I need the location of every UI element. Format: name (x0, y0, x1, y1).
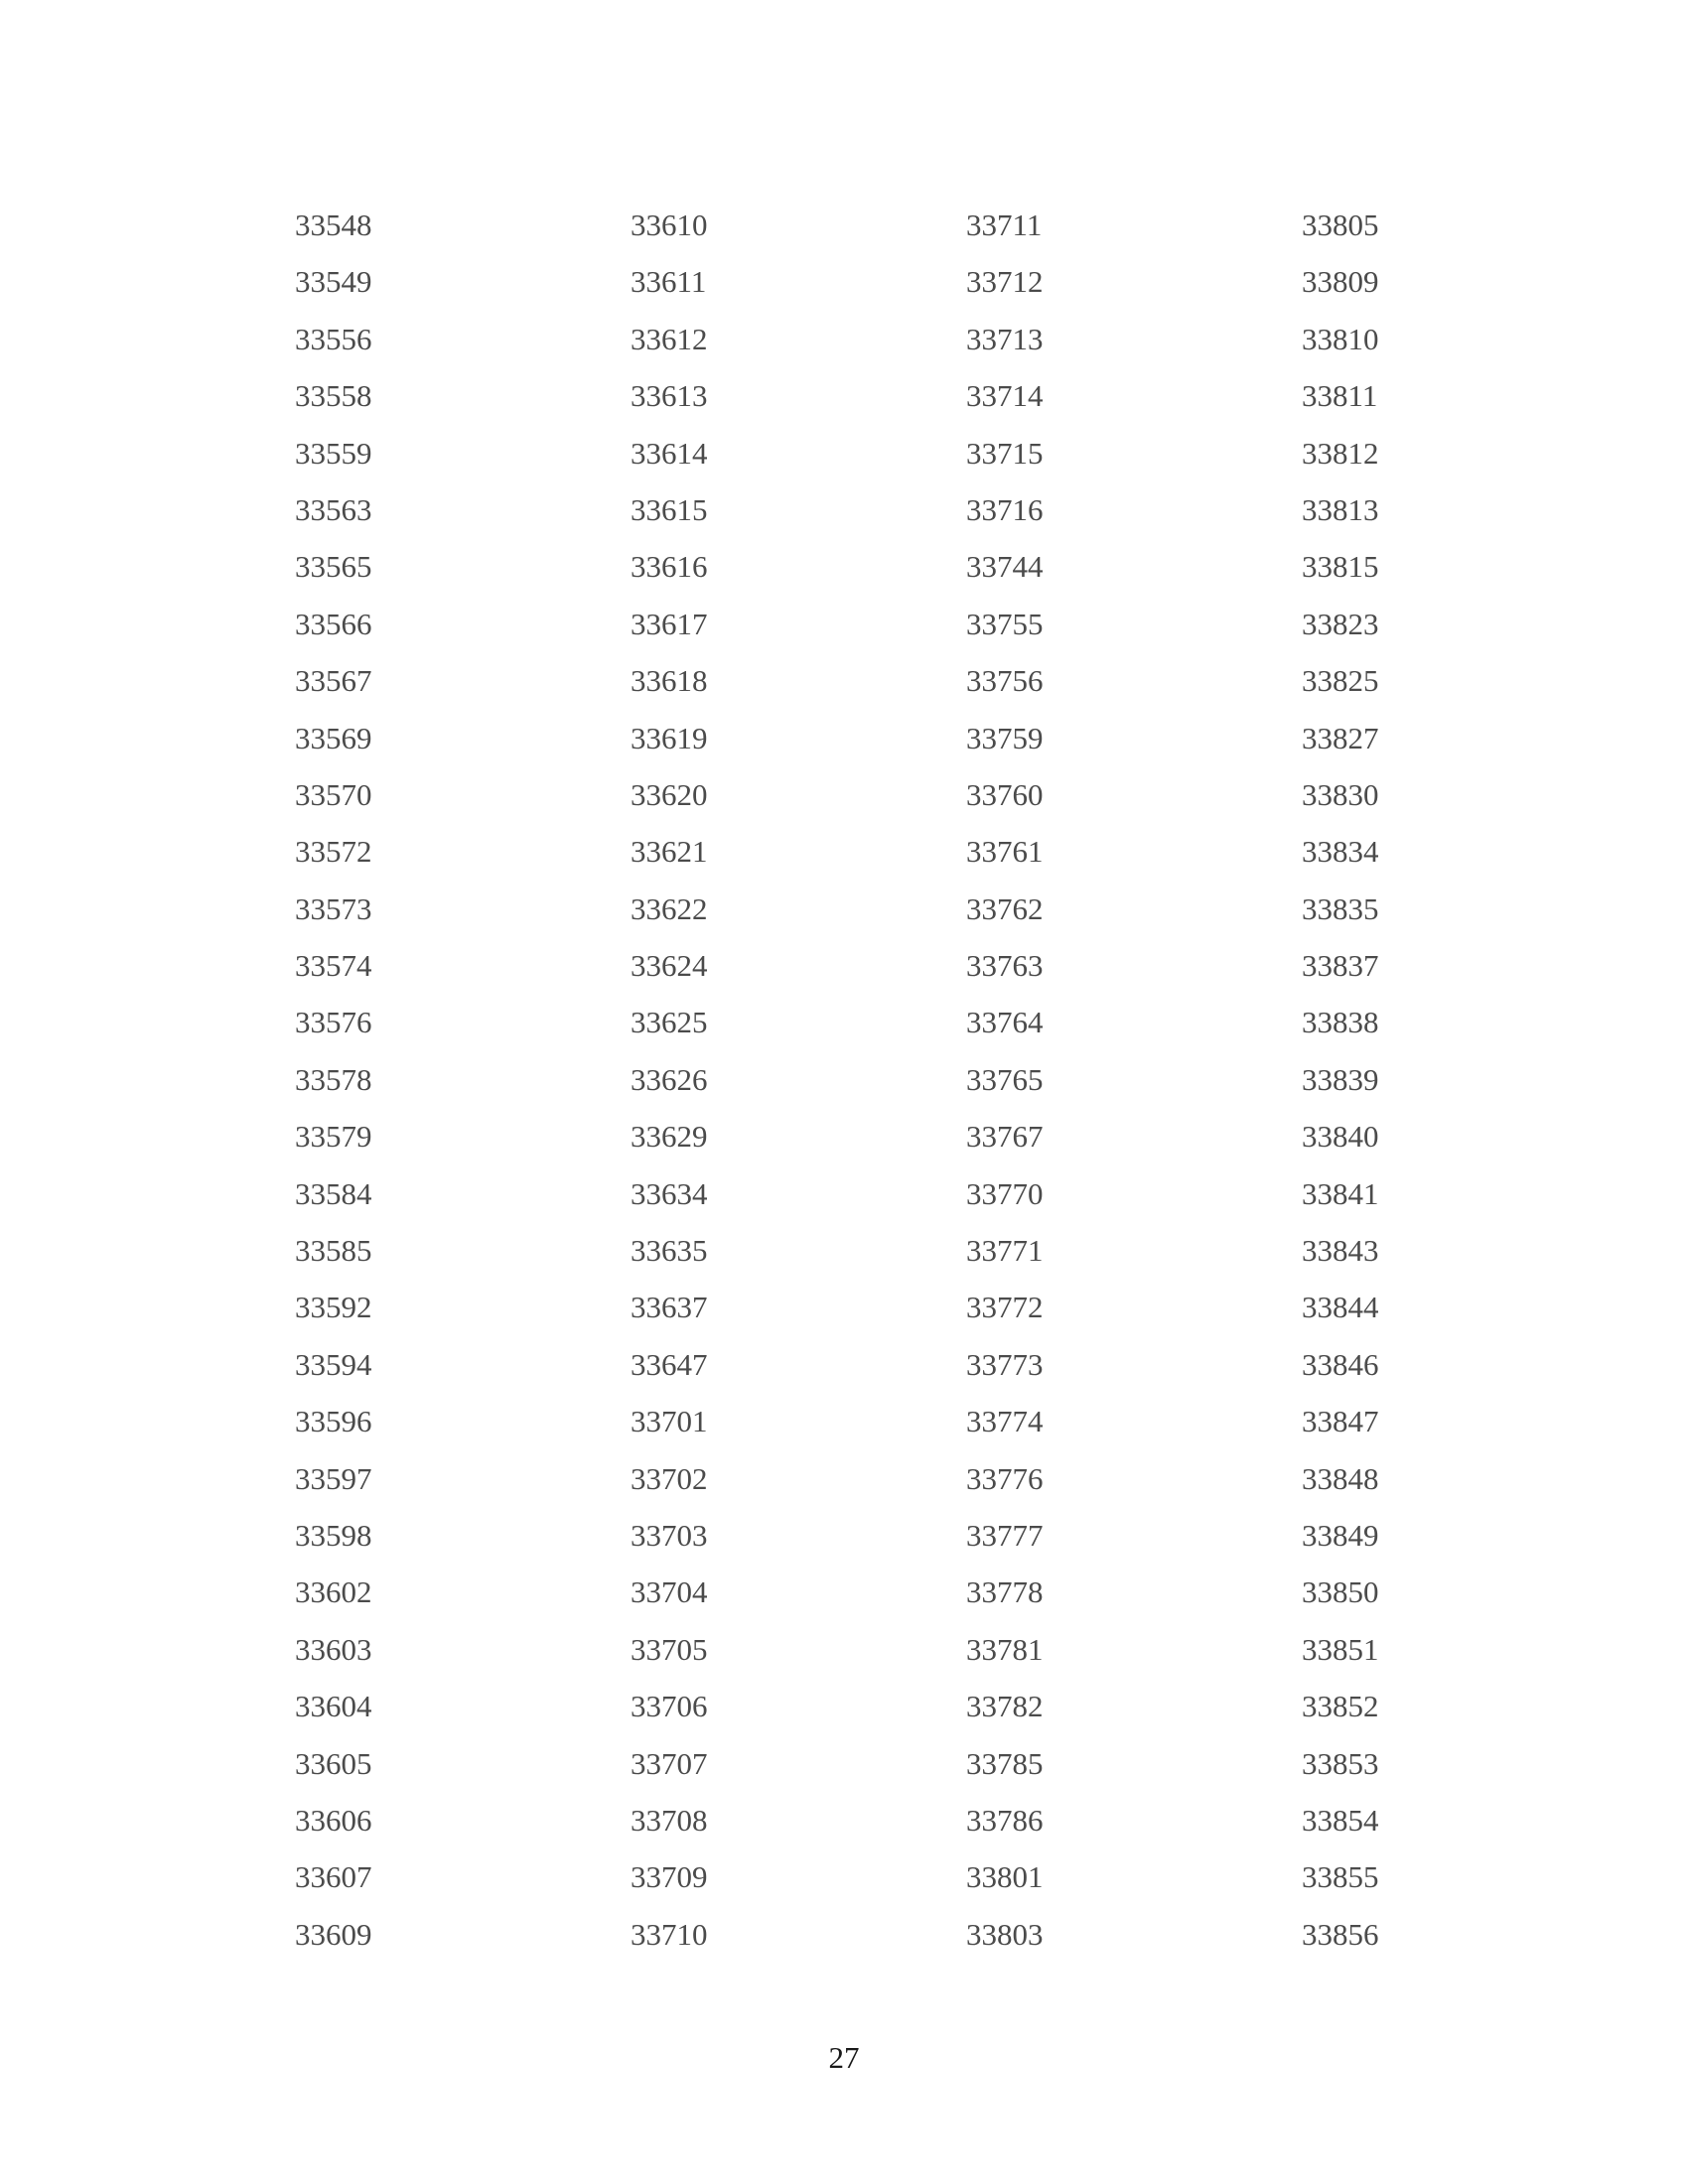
zip-code: 33603 (295, 1631, 372, 1667)
zip-code: 33572 (295, 834, 372, 870)
zip-code: 33771 (966, 1233, 1044, 1269)
zip-code: 33830 (1302, 776, 1379, 812)
zip-code: 33618 (631, 663, 708, 699)
zip-code: 33755 (966, 606, 1044, 641)
zip-code: 33710 (631, 1916, 708, 1952)
zip-code: 33578 (295, 1061, 372, 1097)
zip-code: 33772 (966, 1290, 1044, 1325)
zip-code: 33841 (1302, 1175, 1379, 1211)
zip-code: 33708 (631, 1802, 708, 1838)
zip-code: 33763 (966, 948, 1044, 984)
zip-code: 33596 (295, 1404, 372, 1439)
zip-code: 33614 (631, 435, 708, 471)
zip-code: 33854 (1302, 1802, 1379, 1838)
zip-code: 33606 (295, 1802, 372, 1838)
zip-code: 33548 (295, 207, 372, 242)
zip-code: 33619 (631, 720, 708, 755)
zip-code: 33558 (295, 378, 372, 414)
zip-code: 33576 (295, 1005, 372, 1040)
zip-code: 33838 (1302, 1005, 1379, 1040)
zip-code: 33815 (1302, 549, 1379, 585)
zip-code: 33774 (966, 1404, 1044, 1439)
zip-code: 33782 (966, 1689, 1044, 1724)
zip-code: 33761 (966, 834, 1044, 870)
zip-code: 33811 (1302, 378, 1378, 414)
zip-code: 33715 (966, 435, 1044, 471)
zip-code: 33713 (966, 321, 1044, 356)
zip-code: 33801 (966, 1859, 1044, 1895)
zip-code: 33856 (1302, 1916, 1379, 1952)
zip-code: 33781 (966, 1631, 1044, 1667)
zip-code: 33622 (631, 890, 708, 926)
zip-code: 33756 (966, 663, 1044, 699)
zip-code: 33570 (295, 776, 372, 812)
zip-code: 33847 (1302, 1404, 1379, 1439)
zip-code: 33852 (1302, 1689, 1379, 1724)
zip-code: 33615 (631, 491, 708, 527)
zip-code: 33809 (1302, 264, 1379, 300)
zip-code: 33549 (295, 264, 372, 300)
zip-code: 33637 (631, 1290, 708, 1325)
zip-code: 33762 (966, 890, 1044, 926)
zip-code: 33835 (1302, 890, 1379, 926)
zip-code: 33764 (966, 1005, 1044, 1040)
zip-code: 33812 (1302, 435, 1379, 471)
zip-code-column-4 (1302, 197, 1637, 1963)
zip-code: 33602 (295, 1574, 372, 1610)
zip-code: 33620 (631, 776, 708, 812)
zip-code: 33597 (295, 1460, 372, 1496)
zip-code: 33569 (295, 720, 372, 755)
page-number: 27 (828, 2040, 860, 2075)
zip-code: 33701 (631, 1404, 708, 1439)
zip-code: 33843 (1302, 1233, 1379, 1269)
zip-code: 33565 (295, 549, 372, 585)
zip-code: 33609 (295, 1916, 372, 1952)
zip-code: 33846 (1302, 1346, 1379, 1382)
zip-code: 33613 (631, 378, 708, 414)
zip-code: 33848 (1302, 1460, 1379, 1496)
zip-code: 33598 (295, 1517, 372, 1553)
zip-code: 33563 (295, 491, 372, 527)
zip-code: 33612 (631, 321, 708, 356)
zip-code: 33744 (966, 549, 1044, 585)
zip-code: 33803 (966, 1916, 1044, 1952)
zip-code: 33827 (1302, 720, 1379, 755)
zip-code: 33760 (966, 776, 1044, 812)
zip-code: 33579 (295, 1119, 372, 1155)
zip-code: 33624 (631, 948, 708, 984)
zip-code: 33834 (1302, 834, 1379, 870)
zip-code: 33778 (966, 1574, 1044, 1610)
zip-code: 33855 (1302, 1859, 1379, 1895)
zip-code: 33705 (631, 1631, 708, 1667)
zip-code: 33850 (1302, 1574, 1379, 1610)
zip-code-columns (295, 197, 1407, 1963)
zip-code: 33837 (1302, 948, 1379, 984)
zip-code: 33702 (631, 1460, 708, 1496)
zip-code: 33629 (631, 1119, 708, 1155)
zip-code: 33714 (966, 378, 1044, 414)
zip-code: 33810 (1302, 321, 1379, 356)
zip-code: 33759 (966, 720, 1044, 755)
zip-code: 33849 (1302, 1517, 1379, 1553)
zip-code: 33635 (631, 1233, 708, 1269)
zip-code: 33711 (966, 207, 1043, 242)
zip-code: 33716 (966, 491, 1044, 527)
zip-code: 33840 (1302, 1119, 1379, 1155)
zip-code: 33706 (631, 1689, 708, 1724)
zip-code: 33823 (1302, 606, 1379, 641)
zip-code: 33707 (631, 1745, 708, 1781)
zip-code: 33604 (295, 1689, 372, 1724)
zip-code: 33574 (295, 948, 372, 984)
zip-code: 33647 (631, 1346, 708, 1382)
zip-code: 33712 (966, 264, 1044, 300)
zip-code: 33786 (966, 1802, 1044, 1838)
zip-code: 33556 (295, 321, 372, 356)
zip-code: 33592 (295, 1290, 372, 1325)
zip-code: 33626 (631, 1061, 708, 1097)
zip-code-column-2 (631, 197, 966, 1963)
zip-code: 33825 (1302, 663, 1379, 699)
zip-code: 33607 (295, 1859, 372, 1895)
zip-code: 33594 (295, 1346, 372, 1382)
zip-code: 33853 (1302, 1745, 1379, 1781)
zip-code: 33770 (966, 1175, 1044, 1211)
zip-code: 33567 (295, 663, 372, 699)
zip-code: 33585 (295, 1233, 372, 1269)
zip-code: 33776 (966, 1460, 1044, 1496)
zip-code: 33839 (1302, 1061, 1379, 1097)
zip-code: 33704 (631, 1574, 708, 1610)
zip-code: 33813 (1302, 491, 1379, 527)
zip-code: 33610 (631, 207, 708, 242)
zip-code: 33805 (1302, 207, 1379, 242)
zip-code: 33765 (966, 1061, 1044, 1097)
zip-code: 33625 (631, 1005, 708, 1040)
zip-code: 33785 (966, 1745, 1044, 1781)
zip-code: 33605 (295, 1745, 372, 1781)
zip-code-column-1 (295, 197, 631, 1963)
zip-code: 33767 (966, 1119, 1044, 1155)
zip-code: 33773 (966, 1346, 1044, 1382)
zip-code: 33573 (295, 890, 372, 926)
zip-code: 33616 (631, 549, 708, 585)
zip-code: 33617 (631, 606, 708, 641)
zip-code: 33777 (966, 1517, 1044, 1553)
zip-code: 33851 (1302, 1631, 1379, 1667)
zip-code: 33566 (295, 606, 372, 641)
zip-code: 33584 (295, 1175, 372, 1211)
zip-code: 33709 (631, 1859, 708, 1895)
zip-code: 33634 (631, 1175, 708, 1211)
zip-code: 33844 (1302, 1290, 1379, 1325)
zip-code: 33703 (631, 1517, 708, 1553)
zip-code: 33621 (631, 834, 708, 870)
zip-code: 33611 (631, 264, 707, 300)
zip-code: 33559 (295, 435, 372, 471)
zip-code-column-3 (966, 197, 1302, 1963)
